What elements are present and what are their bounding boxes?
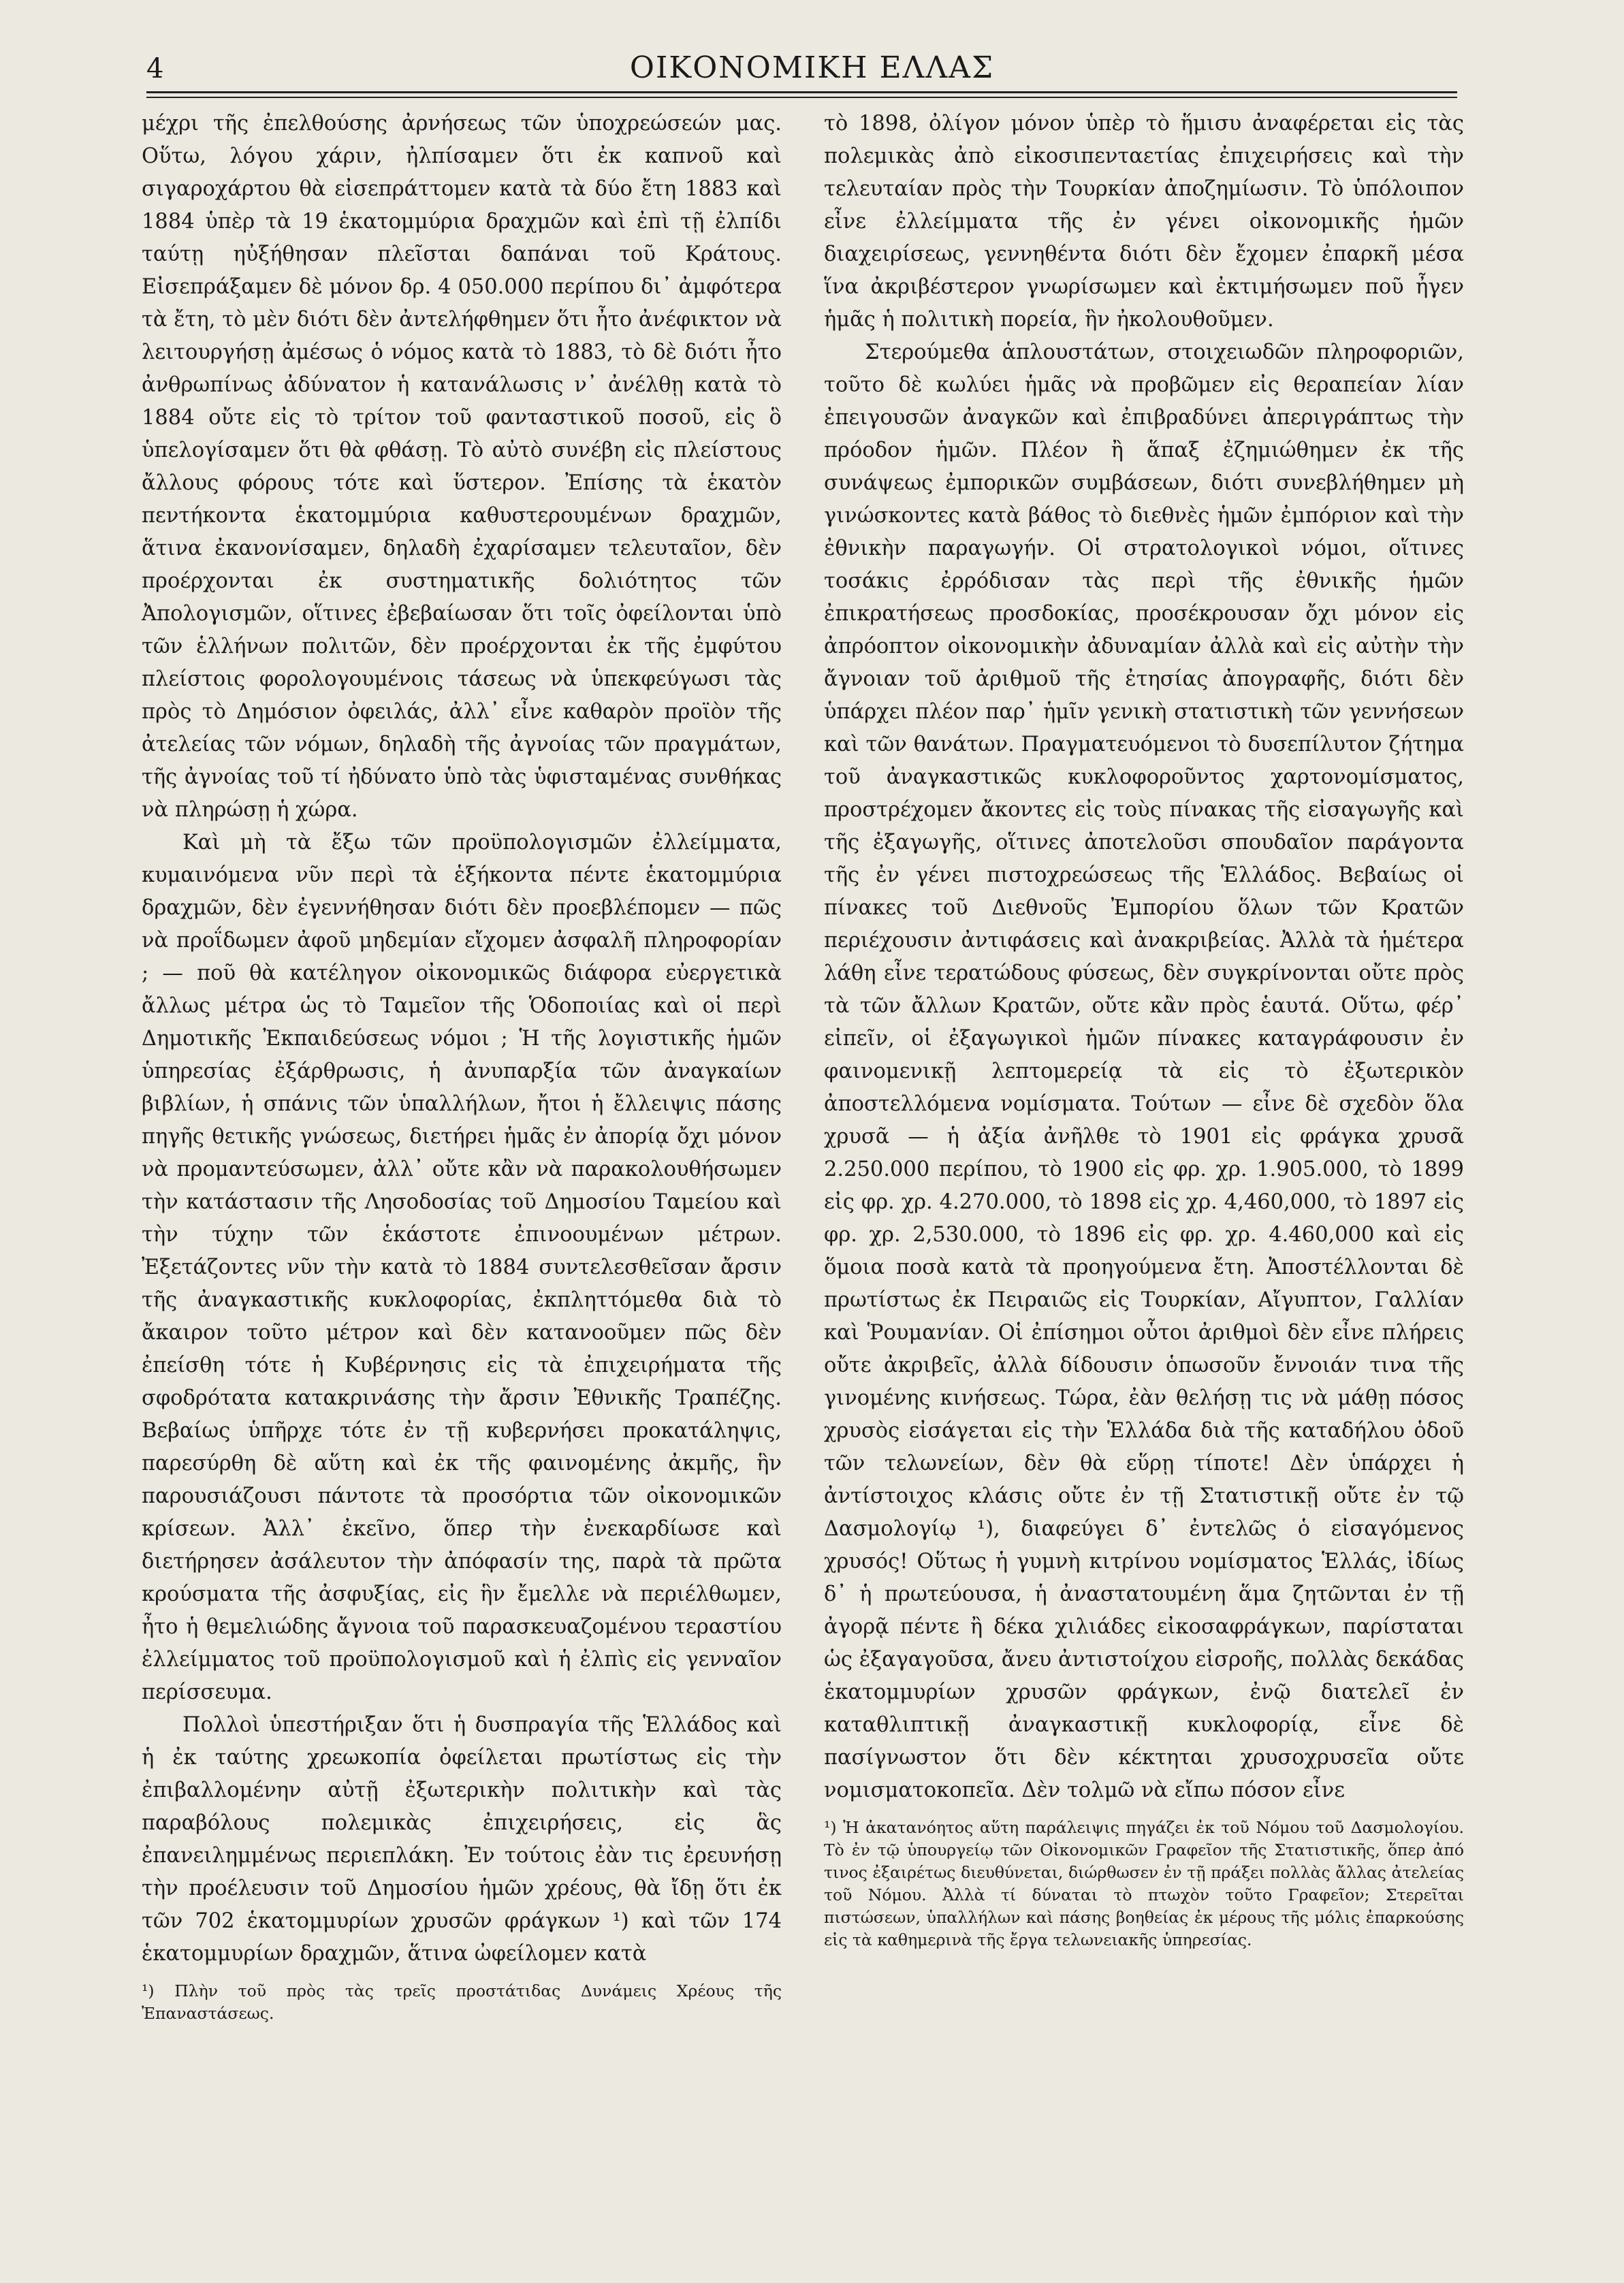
left-paragraph-1: μέχρι τῆς ἐπελθούσης ἀρνήσεως τῶν ὑποχρεώσεών μας. Οὕτω, λόγου χάριν, ἠλπίσαμεν ὅτι ἐκ καπνοῦ καὶ σιγαροχάρτου θὰ εἰσεπράττομεν κατὰ τὰ δύο ἔτη 1883 καὶ 1884 ὑπὲρ τὰ 19 ἑκατομμύρια δραχμῶν καὶ ἐπὶ τῇ ἐλπίδι ταύτῃ ηὐξήθησαν πλεῖσται δαπάναι τοῦ Κράτους. Εἰσεπράξαμεν δὲ μόνον δρ. 4 050.000 περίπου δι᾽ ἀμφότερα τὰ ἔτη, τὸ μὲν διότι δὲν ἀντελήφθημεν ὅτι ἦτο ἀνέφικτον νὰ λειτουργήσῃ ἀμέσως ὁ νόμος κατὰ τὸ 1883, τὸ δὲ διότι ἦτο ἀνθρωπίνως ἀδύνατον ἡ κατανάλωσις ν᾽ ἀνέλθῃ κατὰ τὸ 1884 οὔτε εἰς τὸ τρίτον τοῦ φανταστικοῦ ποσοῦ, εἰς ὃ ὑπελογίσαμεν ὅτι θὰ φθάσῃ. Τὸ αὐτὸ συνέβη εἰς πλείστους ἄλλους φόρους τότε καὶ ὕστερον. Ἐπίσης τὰ ἑκατὸν πεντήκοντα ἑκατομμύρια καθυστερουμένων δραχμῶν, ἅτινα ἐκανονίσαμεν, δηλαδὴ ἐχαρίσαμεν τελευταῖον, δὲν προέρχονται ἐκ συστηματικῆς δολιότητος τῶν Ἀπολογισμῶν, οἵτινες ἐβεβαίωσαν ὅτι τοῖς ὀφείλονται ὑπὸ τῶν ἑλλήνων πολιτῶν, δὲν προέρχονται ἐκ τῆς ἐμφύτου πλείστοις φορολογουμένοις τάσεως νὰ ὑπεκφεύγωσι τὰς πρὸς τὸ Δημόσιον ὀφειλάς, ἀλλ᾽ εἶνε καθαρὸν προϊὸν τῆς ἀτελείας τῶν νόμων, δηλαδὴ τῆς ἀγνοίας τῶν πραγμάτων, τῆς ἀγνοίας τοῦ τί ἠδύνατο ὑπὸ τὰς ὑφισταμένας συνθήκας νὰ πληρώσῃ ἡ χώρα.: [142, 112, 782, 822]
header-rule-bottom: [146, 97, 1457, 98]
left-paragraph-3: Πολλοὶ ὑπεστήριξαν ὅτι ἡ δυσπραγία τῆς Ἑλλάδος καὶ ἡ ἐκ ταύτης χρεωκοπία ὀφείλεται πρωτίστως εἰς τὴν ἐπιβαλλομένην αὐτῇ ἐξωτερικὴν πολιτικὴν καὶ τὰς παραβόλους πολεμικὰς ἐπιχειρήσεις, εἰς ἃς ἐπανειλημμένως περιεπλάκη. Ἐν τούτοις ἐὰν τις ἐρευνήσῃ τὴν προέλευσιν τοῦ Δημοσίου ἡμῶν χρέους, θὰ ἴδῃ ὅτι ἐκ τῶν 702 ἑκατομμυρίων χρυσῶν φράγκων ¹) καὶ τῶν 174 ἑκατομμυρίων δραχμῶν, ἅτινα ὠφείλομεν κατὰ: [142, 1713, 782, 1966]
left-footnote: ¹) Πλὴν τοῦ πρὸς τὰς τρεῖς προστάτιδας Δυνάμεις Χρέους τῆς Ἐπαναστάσεως.: [142, 1981, 782, 2023]
left-column: [142, 108, 782, 2025]
right-paragraph-2: Στερούμεθα ἁπλουστάτων, στοιχειωδῶν πληροφοριῶν, τοῦτο δὲ κωλύει ἡμᾶς νὰ προβῶμεν εἰς θεραπείαν λίαν ἐπειγουσῶν ἀναγκῶν καὶ ἐπιβραδύνει ἀπεριγράπτως τὴν πρόοδον ἡμῶν. Πλέον ἢ ἅπαξ ἐζημιώθημεν ἐκ τῆς συνάψεως ἐμπορικῶν συμβάσεων, διότι συνεβλήθημεν μὴ γινώσκοντες κατὰ βάθος τὸ διεθνὲς ἡμῶν ἐμπόριον καὶ τὴν ἐθνικὴν παραγωγήν. Οἱ στρατολογικοὶ νόμοι, οἵτινες τοσάκις ἐρρόδισαν τὰς περὶ τῆς ἐθνικῆς ἡμῶν ἐπικρατήσεως προσδοκίας, προσέκρουσαν ὄχι μόνον εἰς ἀπρόοπτον οἰκονομικὴν ἀδυναμίαν ἀλλὰ καὶ εἰς αὐτὴν τὴν ἄγνοιαν τοῦ ἀριθμοῦ τῆς ἐτησίας ἀπογραφῆς, διότι δὲν ὑπάρχει πλέον παρ᾽ ἡμῖν γενικὴ στατιστικὴ τῶν γεννήσεων καὶ τῶν θανάτων. Πραγματευόμενοι τὸ δυσεπίλυτον ζήτημα τοῦ ἀναγκαστικῶς κυκλοφοροῦντος χαρτονομίσματος, προστρέχομεν ἄκοντες εἰς τοὺς πίνακας τῆς εἰσαγωγῆς καὶ τῆς ἐξαγωγῆς, οἵτινες ἀποτελοῦσι σπουδαῖον παράγοντα τῆς ἐν γένει πιστοχρεώσεως τῆς Ἑλλάδος. Βεβαίως οἱ πίνακες τοῦ Διεθνοῦς Ἐμπορίου ὅλων τῶν Κρατῶν περιέχουσιν ἀντιφάσεις καὶ ἀνακριβείας. Ἀλλὰ τὰ ἡμέτερα λάθη εἶνε τερατώδους φύσεως, δὲν συγκρίνονται οὔτε πρὸς τὰ τῶν ἄλλων Κρατῶν, οὔτε κἂν πρὸς ἑαυτά. Οὕτω, φέρ᾽ εἰπεῖν, οἱ ἐξαγωγικοὶ ἡμῶν πίνακες καταγράφουσιν ἐν φαινομενικῇ λεπτομερείᾳ τὰ εἰς τὸ ἐξωτερικὸν ἀποστελλόμενα νομίσματα. Τούτων — εἶνε δὲ σχεδὸν ὅλα χρυσᾶ — ἡ ἀξία ἀνῆλθε τὸ 1901 εἰς φράγκα χρυσᾶ 2.250.000 περίπου, τὸ 1900 εἰς φρ. χρ. 1.905.000, τὸ 1899 εἰς φρ. χρ. 4.270.000, τὸ 1898 εἰς χρ. 4,460,000, τὸ 1897 εἰς φρ. χρ. 2,530.000, τὸ 1896 εἰς φρ. χρ. 4.460,000 καὶ εἰς ὅμοια ποσὰ κατὰ τὰ προηγούμενα ἔτη. Ἀποστέλλονται δὲ πρωτίστως ἐκ Πειραιῶς εἰς Τουρκίαν, Αἴγυπτον, Γαλλίαν καὶ Ῥουμανίαν. Οἱ ἐπίσημοι οὗτοι ἀριθμοὶ δὲν εἶνε πλήρεις οὔτε ἀκριβεῖς, ἀλλὰ δίδουσιν ὁπωσοῦν ἔννοιάν τινα τῆς γινομένης κινήσεως. Τώρα, ἐὰν θελήσῃ τις νὰ μάθῃ πόσος χρυσὸς εἰσάγεται εἰς τὴν Ἑλλάδα διὰ τῆς καταδήλου ὁδοῦ τῶν τελωνείων, δὲν θὰ εὕρῃ τίποτε! Δὲν ὑπάρχει ἡ ἀντίστοιχος κλάσις οὔτε ἐν τῇ Στατιστικῇ οὔτε ἐν τῷ Δασμολογίῳ ¹), διαφεύγει δ᾽ ἐντελῶς ὁ εἰσαγόμενος χρυσός! Οὕτως ἡ γυμνὴ κιτρίνου νομίσματος Ἑλλάς, ἰδίως δ᾽ ἡ πρωτεύουσα, ἡ ἀναστατουμένη ἅμα ζητῶνται ἐν τῇ ἀγορᾷ πέντε ἢ δέκα χιλιάδες εἰκοσαφράγκων, παρίσταται ὡς ἐξαγαγοῦσα, ἄνευ ἀντιστοίχου εἰσροῆς, πολλὰς δεκάδας ἑκατομμυρίων χρυσῶν φράγκων, ἐνῷ διατελεῖ ἐν καταθλιπτικῇ ἀναγκαστικῇ κυκλοφορίᾳ, εἶνε δὲ πασίγνωστον ὅτι δὲν κέκτηται χρυσοχρυσεῖα οὔτε νομισματοκοπεῖα. Δὲν τολμῶ νὰ εἴπω πόσον εἶνε: [824, 340, 1464, 1802]
right-column: [824, 108, 1464, 1951]
right-paragraph-1: τὸ 1898, ὀλίγον μόνον ὑπὲρ τὸ ἥμισυ ἀναφέρεται εἰς τὰς πολεμικὰς ἀπὸ εἰκοσιπενταετίας ἐπιχειρήσεις καὶ τὴν τελευταίαν πρὸς τὴν Τουρκίαν ἀποζημίωσιν. Τὸ ὑπόλοιπον εἶνε ἐλλείμματα τῆς ἐν γένει οἰκονομικῆς ἡμῶν διαχειρίσεως, γεννηθέντα διότι δὲν ἔχομεν ἐπαρκῆ μέσα ἵνα ἀκριβέστερον γνωρίσωμεν καὶ ἐκτιμήσωμεν ποῦ ἦγεν ἡμᾶς ἡ πολιτικὴ πορεία, ἣν ἠκολουθοῦμεν.: [824, 112, 1464, 332]
page-number: 4: [146, 53, 164, 84]
right-footnote: ¹) Ἡ ἀκατανόητος αὕτη παράλειψις πηγάζει ἐκ τοῦ Νόμου τοῦ Δασμολογίου. Τὸ ἐν τῷ ὑπουργείῳ τῶν Οἰκονομικῶν Γραφεῖον τῆς Στατιστικῆς, ὅπερ ἀπό τινος ἐξαιρέτως διευθύνεται, διώρθωσεν ἐν τῇ πράξει πολλὰς ἄλλας ἀτελείας τοῦ Νόμου. Ἀλλὰ τί δύναται τὸ πτωχὸν τοῦτο Γραφεῖον; Στερεῖται πιστώσεων, ὑπαλλήλων καὶ πάσης βοηθείας ἐκ μέρους τῆς μόλις ἐπαρκούσης εἰς τὰ καθημερινὰ τῆς ἔργα τελωνειακῆς ὑπηρεσίας.: [824, 1818, 1464, 1949]
header-rule-top: [146, 91, 1457, 93]
running-head: ΟΙΚΟΝΟΜΙΚΗ ΕΛΛΑΣ: [629, 50, 995, 85]
left-paragraph-2: Καὶ μὴ τὰ ἔξω τῶν προϋπολογισμῶν ἐλλείμματα, κυμαινόμενα νῦν περὶ τὰ ἑξήκοντα πέντε ἑκατομμύρια δραχμῶν, δὲν ἐγεννήθησαν διότι δὲν προεβλέπομεν — πῶς νὰ προΐδωμεν ἀφοῦ μηδεμίαν εἴχομεν ἀσφαλῆ πληροφορίαν ; — ποῦ θὰ κατέληγον οἰκονομικῶς διάφορα εὐεργετικὰ ἄλλως μέτρα ὡς τὸ Ταμεῖον τῆς Ὁδοποιίας καὶ οἱ περὶ Δημοτικῆς Ἐκπαιδεύσεως νόμοι ; Ἡ τῆς λογιστικῆς ἡμῶν ὑπηρεσίας ἐξάρθρωσις, ἡ ἀνυπαρξία τῶν ἀναγκαίων βιβλίων, ἡ σπάνις τῶν ὑπαλλήλων, ἤτοι ἡ ἔλλειψις πάσης πηγῆς θετικῆς γνώσεως, διετήρει ἡμᾶς ἐν ἀπορίᾳ ὄχι μόνον νὰ προμαντεύσωμεν, ἀλλ᾽ οὔτε κἂν νὰ παρακολουθήσωμεν τὴν κατάστασιν τῆς Λησοδοσίας τοῦ Δημοσίου Ταμείου καὶ τὴν τύχην τῶν ἑκάστοτε ἐπινοουμένων μέτρων. Ἐξετάζοντες νῦν τὴν κατὰ τὸ 1884 συντελεσθεῖσαν ἄρσιν τῆς ἀναγκαστικῆς κυκλοφορίας, ἐκπληττόμεθα διὰ τὸ ἄκαιρον τοῦτο μέτρον καὶ δὲν κατανοοῦμεν πῶς δὲν ἐπείσθη τότε ἡ Κυβέρνησις εἰς τὰ ἐπιχειρήματα τῆς σφοδρότατα κατακρινάσης τὴν ἄρσιν Ἐθνικῆς Τραπέζης. Βεβαίως ὑπῆρχε τότε ἐν τῇ κυβερνήσει προκατάληψις, παρεσύρθη δὲ αὕτη καὶ ἐκ τῆς φαινομένης ἀκμῆς, ἣν παρουσιάζουσι πάντοτε τὰ προσόρτια τῶν οἰκονομικῶν κρίσεων. Ἀλλ᾽ ἐκεῖνο, ὅπερ τὴν ἐνεκαρδίωσε καὶ διετήρησεν ἀσάλευτον τὴν ἀπόφασίν της, παρὰ τὰ πρῶτα κρούσματα τῆς ἀσφυξίας, εἰς ἣν ἔμελλε νὰ περιέλθωμεν, ἦτο ἡ θεμελιώδης ἄγνοια τοῦ παρασκευαζομένου τεραστίου ἐλλείμματος τοῦ προϋπολογισμοῦ καὶ ἡ ἐλπὶς εἰς γενναῖον περίσσευμα.: [142, 831, 782, 1704]
